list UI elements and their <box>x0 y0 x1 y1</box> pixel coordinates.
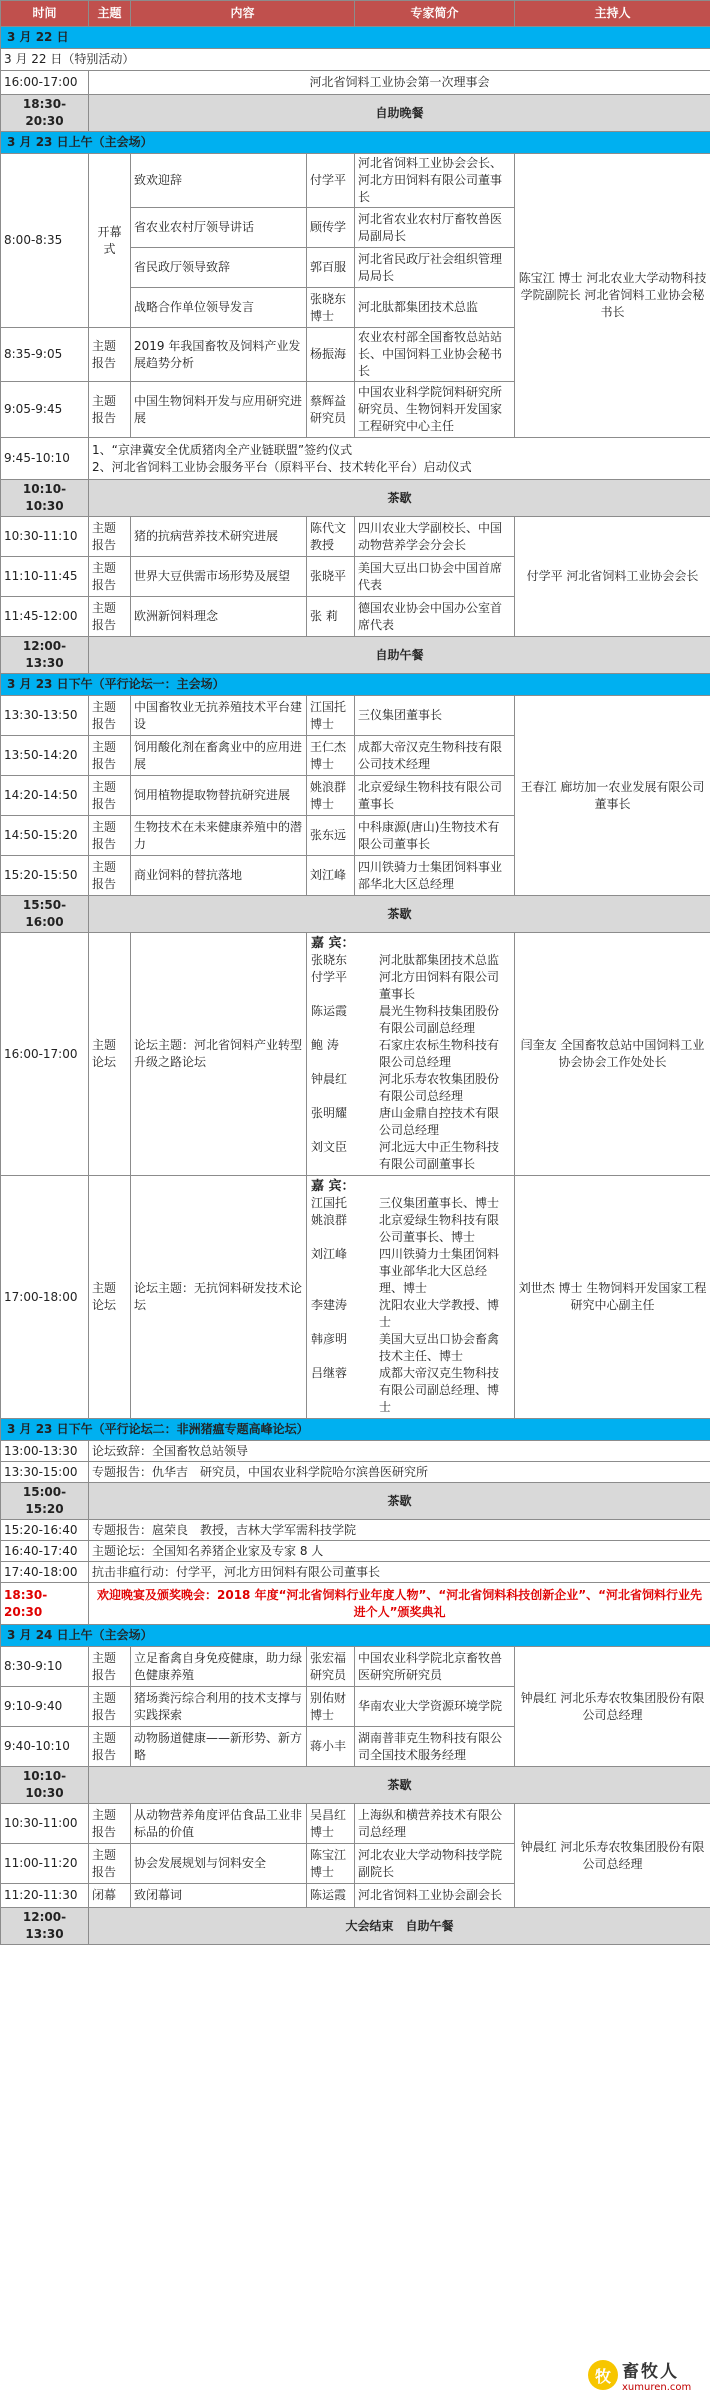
row-speaker: 别佑财博士 <box>307 1687 355 1727</box>
table-row <box>1 438 710 480</box>
row-content: 专题报告：仇华吉 研究员，中国农业科学院哈尔滨兽医研究所 <box>89 1462 710 1483</box>
guest-desc: 沈阳农业大学教授、博士 <box>379 1298 500 1329</box>
row-time: 13:00-13:30 <box>1 1441 89 1462</box>
header-host: 主持人 <box>515 1 710 27</box>
session-title: 3 月 23 日下午（平行论坛二：非洲猪瘟专题高峰论坛） <box>1 1419 710 1441</box>
row-theme: 主题报告 <box>89 517 131 557</box>
guest-desc: 成都大帝汉克生物科技有限公司副总经理、博士 <box>379 1366 500 1414</box>
ceremony-item: 1、“京津冀安全优质猪肉全产业链联盟”签约仪式 <box>92 442 353 457</box>
row-content: 商业饲料的替抗落地 <box>131 856 307 896</box>
open-profile: 河北省民政厅社会组织管理局局长 <box>355 248 515 288</box>
guest-name: 刘江峰 <box>311 1247 348 1261</box>
row-theme: 闭幕 <box>89 1884 131 1908</box>
row-speaker: 蒋小丰 <box>307 1727 355 1767</box>
open-content: 致欢迎辞 <box>131 154 307 208</box>
guest-name: 张晓东 <box>311 953 348 967</box>
row-time: 8:35-9:05 <box>1 328 89 382</box>
open-theme: 开幕式 <box>89 154 131 328</box>
ceremony-time: 9:45-10:10 <box>1 438 89 480</box>
session-host: 钟晨红 河北乐寿农牧集团股份有限公司总经理 <box>515 1647 710 1767</box>
row-time: 14:50-15:20 <box>1 816 89 856</box>
row-profile: 北京爱绿生物科技有限公司董事长 <box>355 776 515 816</box>
forum-guests <box>307 933 515 1176</box>
guest-name: 李建涛 <box>311 1298 348 1312</box>
lunch-label: 自助午餐 <box>89 637 710 674</box>
row-speaker: 张东远 <box>307 816 355 856</box>
gala-text: 欢迎晚宴及颁奖晚会：2018 年度“河北省饲料行业年度人物”、“河北省饲料科技创新企业”、“河北省饲料行业先进个人”颁奖典礼 <box>89 1583 710 1625</box>
row-speaker: 陈代文教授 <box>307 517 355 557</box>
row-time: 10:30-11:00 <box>1 1804 89 1844</box>
row-theme: 主题报告 <box>89 776 131 816</box>
guest-desc: 河北肽都集团技术总监 <box>379 953 500 967</box>
meeting-title: 河北省饲料工业协会第一次理事会 <box>89 71 710 95</box>
session-host: 陈宝江 博士 河北农业大学动物科技学院副院长 河北省饲料工业协会秘书长 <box>515 154 710 438</box>
closing-label: 大会结束 自助午餐 <box>89 1908 710 1945</box>
guest-name: 韩彦明 <box>311 1332 348 1346</box>
dinner-label: 自助晚餐 <box>89 95 710 132</box>
row-speaker: 姚浪群博士 <box>307 776 355 816</box>
guest-name: 姚浪群 <box>311 1213 348 1227</box>
row-profile: 四川铁骑力士集团饲料事业部华北大区总经理 <box>355 856 515 896</box>
guest-name: 鲍 涛 <box>311 1038 339 1052</box>
header-content: 内容 <box>131 1 355 27</box>
row-profile: 河北省饲料工业协会副会长 <box>355 1884 515 1908</box>
row-content: 协会发展规划与饲料安全 <box>131 1844 307 1884</box>
row-content: 欧洲新饲料理念 <box>131 597 307 637</box>
table-row <box>1 154 710 208</box>
row-content: 饲用植物提取物替抗研究进展 <box>131 776 307 816</box>
row-content: 猪的抗病营养技术研究进展 <box>131 517 307 557</box>
table-row <box>1 1541 710 1562</box>
row-content: 主题论坛：全国知名养猪企业家及专家 8 人 <box>89 1541 710 1562</box>
row-profile: 上海纵和横营养技术有限公司总经理 <box>355 1804 515 1844</box>
row-speaker: 吴昌红博士 <box>307 1804 355 1844</box>
guest-desc: 四川铁骑力士集团饲料事业部华北大区总经理、博士 <box>379 1247 500 1295</box>
row-content: 论坛致辞：全国畜牧总站领导 <box>89 1441 710 1462</box>
row-time: 11:20-11:30 <box>1 1884 89 1908</box>
guest-name: 刘文臣 <box>311 1140 348 1154</box>
table-row <box>1 1647 710 1687</box>
logo-url: xumuren.com <box>622 2382 692 2393</box>
row-time: 15:20-16:40 <box>1 1520 89 1541</box>
row-content: 饲用酸化剂在畜禽业中的应用进展 <box>131 736 307 776</box>
tea-label: 茶歇 <box>89 896 710 933</box>
row-content: 生物技术在未来健康养殖中的潜力 <box>131 816 307 856</box>
row-time: 13:30-15:00 <box>1 1462 89 1483</box>
row-profile: 成都大帝汉克生物科技有限公司技术经理 <box>355 736 515 776</box>
session-host: 王春江 廊坊加一农业发展有限公司董事长 <box>515 696 710 896</box>
open-profile: 河北省饲料工业协会会长、河北方田饲料有限公司董事长 <box>355 154 515 208</box>
row-theme: 主题报告 <box>89 557 131 597</box>
forum-guests <box>307 1176 515 1419</box>
open-content: 战略合作单位领导发言 <box>131 288 307 328</box>
guest-heading: 嘉 宾： <box>311 1179 355 1194</box>
table-row <box>1 517 710 557</box>
session-title: 3 月 23 日下午（平行论坛一：主会场） <box>1 674 710 696</box>
tea-label: 茶歇 <box>89 480 710 517</box>
row-speaker: 刘江峰 <box>307 856 355 896</box>
row-profile: 中国农业科学院饲料研究所研究员、生物饲料开发国家工程研究中心主任 <box>355 382 515 438</box>
open-speaker: 付学平 <box>307 154 355 208</box>
row-profile: 德国农业协会中国办公室首席代表 <box>355 597 515 637</box>
row-profile: 中国农业科学院北京畜牧兽医研究所研究员 <box>355 1647 515 1687</box>
row-speaker: 江国托博士 <box>307 696 355 736</box>
open-content: 省农业农村厅领导讲话 <box>131 208 307 248</box>
closing-time: 12:00-13:30 <box>1 1908 89 1945</box>
row-content: 致闭幕词 <box>131 1884 307 1908</box>
row-time: 11:00-11:20 <box>1 1844 89 1884</box>
guest-name: 钟晨红 <box>311 1072 348 1086</box>
table-row <box>1 696 710 736</box>
row-content: 2019 年我国畜牧及饲料产业发展趋势分析 <box>131 328 307 382</box>
row-speaker: 张 莉 <box>307 597 355 637</box>
row-theme: 主题报告 <box>89 1727 131 1767</box>
logo-title: 畜牧人 <box>622 2362 679 2382</box>
row-speaker: 王仁杰博士 <box>307 736 355 776</box>
forum-theme: 主题论坛 <box>89 1176 131 1419</box>
guest-desc: 三仪集团董事长、博士 <box>379 1196 500 1210</box>
meeting-time: 16:00-17:00 <box>1 71 89 95</box>
row-profile: 中科康源(唐山)生物技术有限公司董事长 <box>355 816 515 856</box>
row-profile: 三仪集团董事长 <box>355 696 515 736</box>
tea-time: 15:00-15:20 <box>1 1483 89 1520</box>
row-content: 世界大豆供需市场形势及展望 <box>131 557 307 597</box>
row-profile: 湖南普菲克生物科技有限公司全国技术服务经理 <box>355 1727 515 1767</box>
row-theme: 主题报告 <box>89 1687 131 1727</box>
table-row <box>1 1462 710 1483</box>
row-time: 15:20-15:50 <box>1 856 89 896</box>
row-speaker: 陈宝江博士 <box>307 1844 355 1884</box>
dinner-time: 18:30-20:30 <box>1 95 89 132</box>
day1-date: 3 月 22 日 <box>1 27 710 49</box>
row-time: 9:10-9:40 <box>1 1687 89 1727</box>
row-time: 8:30-9:10 <box>1 1647 89 1687</box>
gala-time: 18:30-20:30 <box>1 1583 89 1625</box>
tea-time: 10:10-10:30 <box>1 480 89 517</box>
session-host: 付学平 河北省饲料工业协会会长 <box>515 517 710 637</box>
row-content: 专题报告：扈荣良 教授，吉林大学军需科技学院 <box>89 1520 710 1541</box>
open-speaker: 郭百服 <box>307 248 355 288</box>
session-title: 3 月 24 日上午（主会场） <box>1 1625 710 1647</box>
row-content: 抗击非瘟行动：付学平，河北方田饲料有限公司董事长 <box>89 1562 710 1583</box>
row-theme: 主题报告 <box>89 856 131 896</box>
forum-time: 16:00-17:00 <box>1 933 89 1176</box>
guest-desc: 北京爱绿生物科技有限公司董事长、博士 <box>379 1213 500 1244</box>
guest-name: 江国托 <box>311 1196 348 1210</box>
row-time: 11:45-12:00 <box>1 597 89 637</box>
guest-desc: 石家庄农标生物科技有限公司总经理 <box>379 1038 500 1069</box>
header-expert: 专家简介 <box>355 1 515 27</box>
session-title: 3 月 23 日上午（主会场） <box>1 132 710 154</box>
open-speaker: 顾传学 <box>307 208 355 248</box>
row-speaker: 陈运霞 <box>307 1884 355 1908</box>
session-host: 钟晨红 河北乐寿农牧集团股份有限公司总经理 <box>515 1804 710 1908</box>
row-theme: 主题报告 <box>89 1804 131 1844</box>
guest-desc: 河北方田饲料有限公司董事长 <box>379 970 500 1001</box>
row-content: 从动物营养角度评估食品工业非标品的价值 <box>131 1804 307 1844</box>
row-time: 11:10-11:45 <box>1 557 89 597</box>
forum-host: 闫奎友 全国畜牧总站中国饲料工业协会协会工作处处长 <box>515 933 710 1176</box>
header-theme: 主题 <box>89 1 131 27</box>
row-theme: 主题报告 <box>89 696 131 736</box>
row-profile: 华南农业大学资源环境学院 <box>355 1687 515 1727</box>
table-row <box>1 1804 710 1844</box>
guest-desc: 唐山金鼎自控技术有限公司总经理 <box>379 1106 500 1137</box>
row-profile: 四川农业大学副校长、中国动物营养学会分会长 <box>355 517 515 557</box>
row-content: 猪场粪污综合利用的技术支撑与实践探索 <box>131 1687 307 1727</box>
row-content: 中国生物饲料开发与应用研究进展 <box>131 382 307 438</box>
guest-desc: 河北远大中正生物科技有限公司副董事长 <box>379 1140 500 1171</box>
row-speaker: 杨振海 <box>307 328 355 382</box>
row-time: 13:30-13:50 <box>1 696 89 736</box>
table-row <box>1 1441 710 1462</box>
row-speaker: 张宏福研究员 <box>307 1647 355 1687</box>
ceremony-items <box>89 438 710 480</box>
row-profile: 农业农村部全国畜牧总站站长、中国饲料工业协会秘书长 <box>355 328 515 382</box>
forum-host: 刘世杰 博士 生物饲料开发国家工程研究中心副主任 <box>515 1176 710 1419</box>
site-logo <box>588 2353 706 2397</box>
lunch-time: 12:00-13:30 <box>1 637 89 674</box>
tea-time: 15:50-16:00 <box>1 896 89 933</box>
guest-name: 陈运霞 <box>311 1004 348 1018</box>
row-time: 14:20-14:50 <box>1 776 89 816</box>
guest-desc: 河北乐寿农牧集团股份有限公司总经理 <box>379 1072 500 1103</box>
row-time: 9:40-10:10 <box>1 1727 89 1767</box>
row-profile: 美国大豆出口协会中国首席代表 <box>355 557 515 597</box>
forum-topic: 论坛主题：河北省饲料产业转型升级之路论坛 <box>131 933 307 1176</box>
row-theme: 主题报告 <box>89 382 131 438</box>
tea-label: 茶歇 <box>89 1483 710 1520</box>
row-theme: 主题报告 <box>89 1647 131 1687</box>
tea-label: 茶歇 <box>89 1767 710 1804</box>
forum-topic: 论坛主题：无抗饲料研发技术论坛 <box>131 1176 307 1419</box>
open-time: 8:00-8:35 <box>1 154 89 328</box>
open-profile: 河北肽都集团技术总监 <box>355 288 515 328</box>
open-content: 省民政厅领导致辞 <box>131 248 307 288</box>
forum-theme: 主题论坛 <box>89 933 131 1176</box>
row-content: 动物肠道健康——新形势、新方略 <box>131 1727 307 1767</box>
table-row <box>1 1176 710 1419</box>
tea-time: 10:10-10:30 <box>1 1767 89 1804</box>
guest-name: 付学平 <box>311 970 348 984</box>
row-theme: 主题报告 <box>89 736 131 776</box>
row-theme: 主题报告 <box>89 328 131 382</box>
header-time: 时间 <box>1 1 89 27</box>
guest-name: 吕继蓉 <box>311 1366 348 1380</box>
logo-mark-icon: 牧 <box>588 2360 618 2390</box>
row-speaker: 蔡辉益研究员 <box>307 382 355 438</box>
table-row <box>1 1520 710 1541</box>
row-theme: 主题报告 <box>89 597 131 637</box>
guest-desc: 美国大豆出口协会畜禽技术主任、博士 <box>379 1332 500 1363</box>
row-theme: 主题报告 <box>89 1844 131 1884</box>
guest-name: 张明耀 <box>311 1106 348 1120</box>
table-row <box>1 1562 710 1583</box>
row-content: 立足畜禽自身免疫健康，助力绿色健康养殖 <box>131 1647 307 1687</box>
row-time: 16:40-17:40 <box>1 1541 89 1562</box>
header-row <box>1 1 710 27</box>
row-time: 9:05-9:45 <box>1 382 89 438</box>
row-speaker: 张晓平 <box>307 557 355 597</box>
row-content: 中国畜牧业无抗养殖技术平台建设 <box>131 696 307 736</box>
guest-desc: 晨光生物科技集团股份有限公司副总经理 <box>379 1004 500 1035</box>
forum-time: 17:00-18:00 <box>1 1176 89 1419</box>
row-time: 13:50-14:20 <box>1 736 89 776</box>
open-speaker: 张晓东博士 <box>307 288 355 328</box>
row-time: 10:30-11:10 <box>1 517 89 557</box>
table-row <box>1 933 710 1176</box>
row-theme: 主题报告 <box>89 816 131 856</box>
open-profile: 河北省农业农村厅畜牧兽医局副局长 <box>355 208 515 248</box>
guest-heading: 嘉 宾： <box>311 936 355 951</box>
ceremony-item: 2、河北省饲料工业协会服务平台（原料平台、技术转化平台）启动仪式 <box>92 459 472 474</box>
row-time: 17:40-18:00 <box>1 1562 89 1583</box>
row-profile: 河北农业大学动物科技学院副院长 <box>355 1844 515 1884</box>
day1-special: 3 月 22 日（特别活动） <box>1 49 710 71</box>
